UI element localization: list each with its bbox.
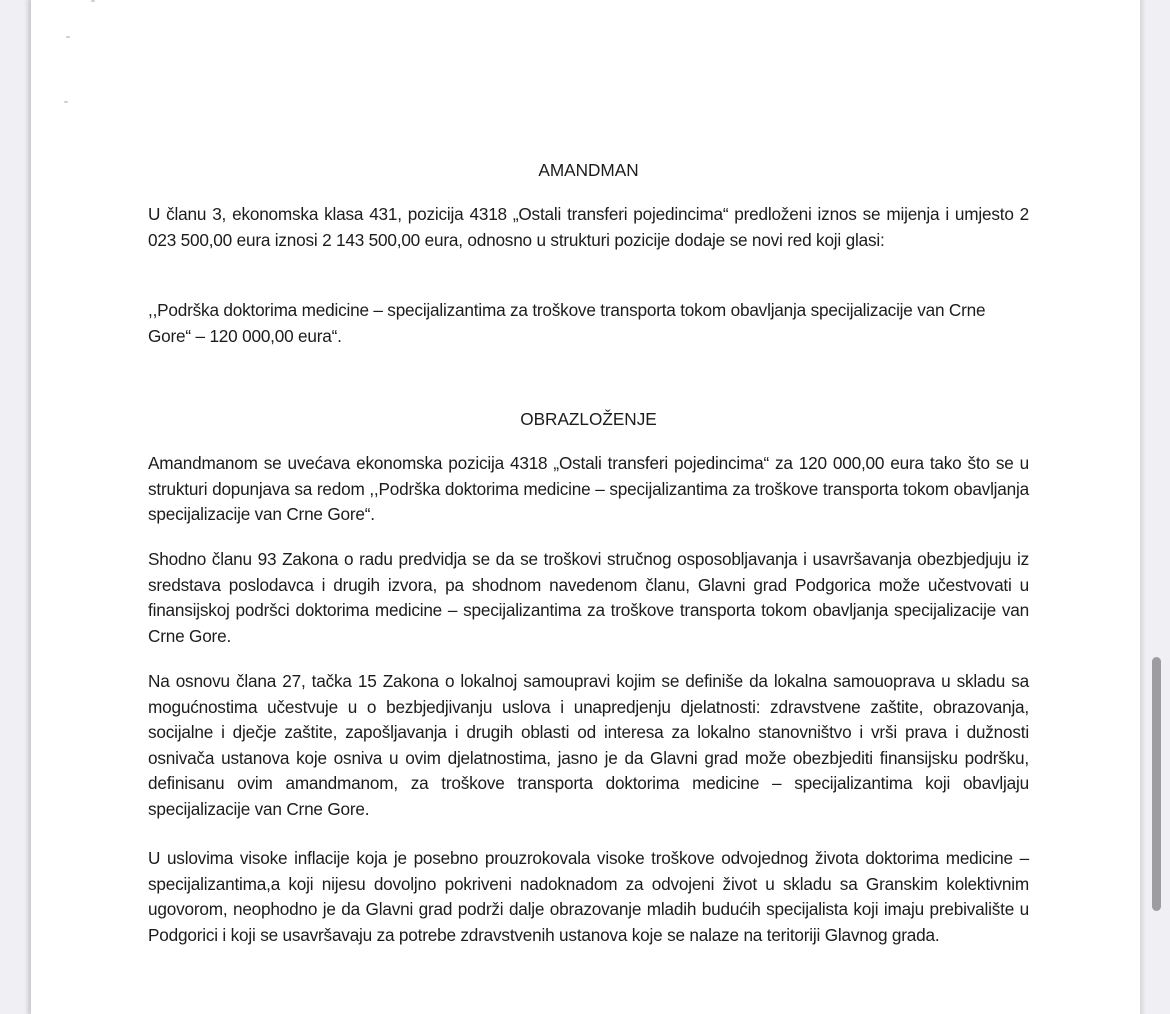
scan-artifact [64,101,68,103]
amendment-paragraph: U članu 3, ekonomska klasa 431, pozicija 4318 „Ostali transferi pojedincima“ predloženi iznos se mijenja i umjesto 2 023 500,00 eura iznosi 2 143 500,00 eura, odnosno u strukturi pozicije dodaje se novi red koji glasi: [148,204,1029,250]
explanation-paragraph: U uslovima visoke inflacije koja je posebno prouzrokovala visoke troškove odvojednog života doktorima medicine – specijalizantima,a koji nijesu dovoljno pokriveni nadoknadom za odvojeni život u skladu sa Granskim kolektivnim ugovorom, neophodno je da Glavni grad podrži dalje obrazovanje mladih budućih specijalista koji imaju prebivalište u Podgorici i koji se usavršavaju za potrebe zdravstvenih ustanova koje se nalaze na teritoriji Glavnog grada. [148,848,1029,945]
scan-artifact [66,36,70,38]
page-edge-left [24,0,31,1014]
explanation-paragraph: Amandmanom se uvećava ekonomska pozicija 4318 „Ostali transferi pojedincima“ za 120 000,00 eura tako što se u strukturi dopunjava sa redom ,,Podrška doktorima medicine – specijalizantima za troškove transporta tokom obavljanja specijalizacije van Crne Gore“. [148,453,1029,524]
amendment-heading: AMANDMAN [538,160,639,180]
amendment-new-line-item: ,,Podrška doktorima medicine – specijalizantima za troškove transporta tokom obavljanja specijalizacije van Crne Gore“ – 120 000,00 eura“. [148,300,986,346]
scrollbar-thumb[interactable] [1152,657,1161,911]
explanation-paragraph: Na osnovu člana 27, tačka 15 Zakona o lokalnoj samoupravi kojim se definiše da lokalna samouoprava u skladu sa mogućnostima učestvuje u o bezbjedjivanju uslova i unapredjenju djelatnosti: zdravstvene zaštite, obrazovanja, socijalne i dječje zaštite, zapošljavanja i drugih oblasti od interesa za lokalno stanovništvo i vrši prava i dužnosti osnivača ustanova koje osniva u ovim djelatnostima, jasno je da Glavni grad može obezbjediti finansijsku podršku, definisanu ovim amandmanom, za troškove transporta doktorima medicine – specijalizantima koji obavljaju specijalizacije van Crne Gore. [148,671,1029,819]
explanation-heading: OBRAZLOŽENJE [520,409,657,429]
explanation-paragraph: Shodno članu 93 Zakona o radu predvidja se da se troškovi stručnog osposobljavanja i usavršavanja obezbjedjuju iz sredstava poslodavca i drugih izvora, pa shodnom navedenom članu, Glavni grad Podgorica može učestvovati u finansijskoj podršci doktorima medicine – specijalizantima za troškove transporta tokom obavljanja specijalizacije van Crne Gore. [148,549,1029,646]
scan-artifact [91,0,95,2]
